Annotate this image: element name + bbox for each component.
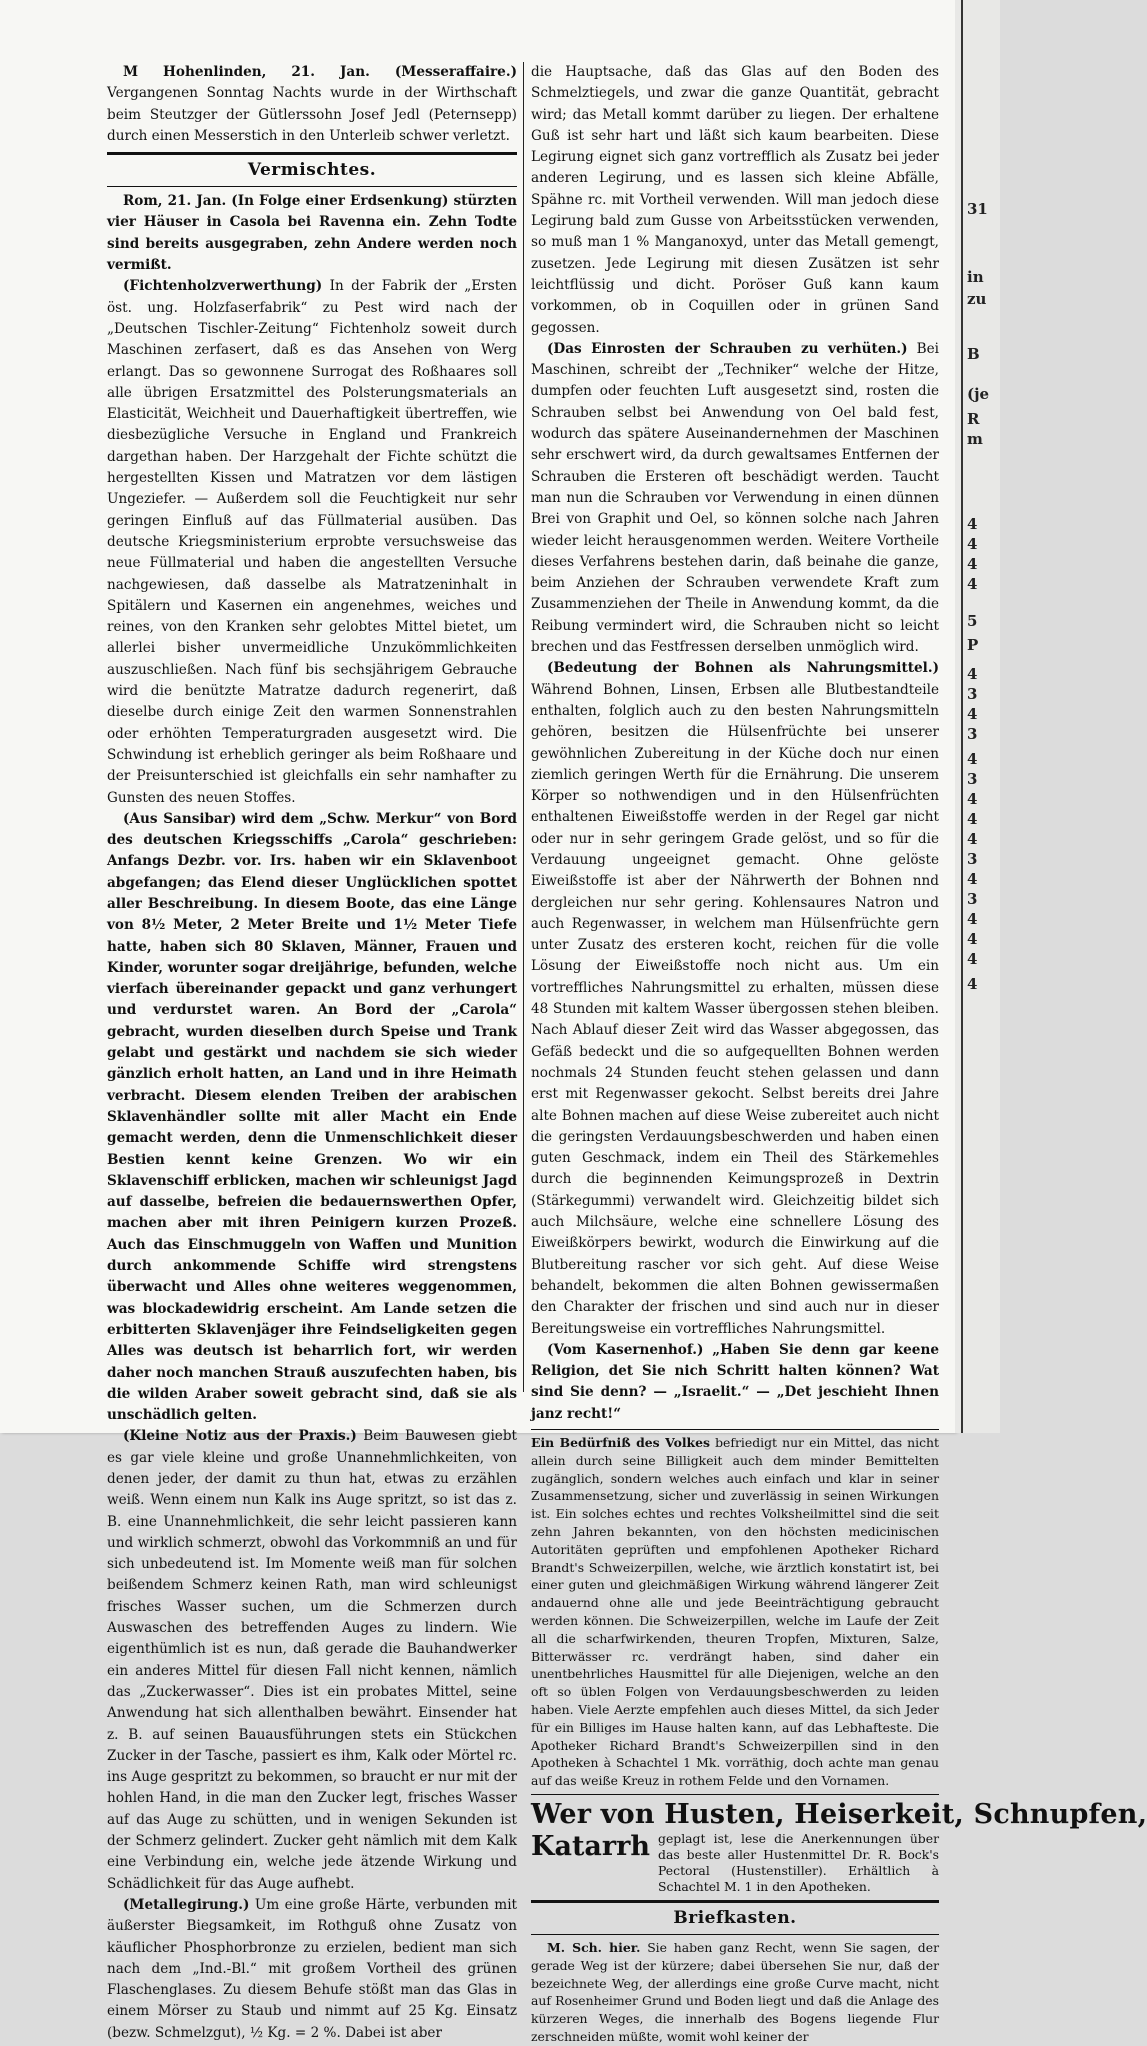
ad-rule bbox=[531, 1429, 939, 1430]
article-bohnen bbox=[531, 658, 939, 1340]
article-lead: (Kleine Notiz aus der Praxis.) bbox=[123, 1428, 357, 1445]
adjacent-page-fragment: 4 bbox=[967, 930, 978, 948]
article-kleine-notiz bbox=[107, 1426, 517, 1895]
section-rule bbox=[531, 1934, 939, 1935]
ad-body bbox=[531, 1831, 939, 1895]
ad-text: geplagt ist, lese die Anerkennungen über das beste aller Hustenmittel Dr. R. Bock's Pectoral (Hustenstiller). Erhältlich à Schachtel M. 1 in den Apotheken. bbox=[658, 1830, 939, 1894]
ad-big-word: Katarrh bbox=[531, 1830, 651, 1862]
adjacent-page-fragment: 4 bbox=[967, 535, 978, 553]
adjacent-page-edge bbox=[955, 0, 1000, 1433]
article-lead: (Aus Sansibar) bbox=[123, 810, 237, 827]
article-text: Um eine große Härte, verbunden mit äußerster Biegsamkeit, im Rothguß ohne Zusatz von käuflicher Phosphorbronze zu erzielen, bedient man sich nach dem „Ind.-Bl.“ mit großem Vortheil des grünen Flaschenglases. Zu diesem Behufe stößt man das Glas in einem Mörser zu Staub und nimmt auf 25 Kg. Einsatz (bezw. Schmelzgut), ½ Kg. = 2 %. Dabei ist aber bbox=[107, 1896, 518, 2041]
adjacent-page-fragment: 31 bbox=[967, 200, 988, 218]
article-text: Während Bohnen, Linsen, Erbsen alle Blutbestandteile enthalten, folglich auch zu den besten Nahrungsmitteln gehören, besitzen die Hülsenfrüchte bei unserer gewöhnlichen Zubereitung in der Küche doch nur einen ziemlich geringen Werth für die Ernährung. Die unserem Körper so nothwendigen und in den Hülsenfrüchten enthaltenen Eiweißstoffe werden in der Regel gar nicht oder nur in sehr geringem Grade gelöst, und so für die Verdauung ungeeignet gemacht. Ohne gelöste Eiweißstoffe ist aber der Nährwerth der Bohnen nnd dergleichen nur sehr gering. Kohlensaures Natron und auch Regenwasser, in welchem man Hülsenfrüchte gern unter Zusatz des ersteren kocht, reichen für die volle Lösung der Eiweißstoffe noch nicht aus. Um ein vortreffliches Nahrungsmittel zu erhalten, müssen diese 48 Stunden mit kaltem Wasser übergossen stehen bleiben. Nach Ablauf dieser Zeit wird das Wasser abgegossen, das Gefäß bedeckt und die so aufgequellten Bohnen werden nochmals 24 Stunden feucht stehen gelassen und dann erst mit Regenwasser gekocht. Selbst bereits drei Jahre alte Bohnen machen auf diese Weise zubereitet auch nicht die geringsten Verdauungsbeschwerden und haben einen guten Geschmack, indem ein Theil des Stärkemehles durch die beginnenden Keimungsprozeß in Dextrin (Stärkegummi) verwandelt wird. Gleichzeitig bildet sich auch Milchsäure, welche eine schnellere Lösung des Eiweißkörpers bewirkt, wodurch die Einwirkung auf die Blutbereitung rascher vor sich geht. Auf diese Weise behandelt, bekommen die alten Bohnen gewissermaßen den Charakter der frischen und sind auch nur in dieser Bereitungsweise ein vortreffliches Nahrungsmittel. bbox=[531, 681, 939, 1337]
adjacent-page-fragment: 4 bbox=[967, 575, 978, 593]
adjacent-page-fragment: 4 bbox=[967, 555, 978, 573]
adjacent-page-fragment: P bbox=[967, 636, 979, 654]
article-schrauben bbox=[531, 339, 939, 658]
article-kasernenhof bbox=[531, 1340, 939, 1425]
article-lead: (Das Einrosten der Schrauben zu verhüten.) bbox=[547, 340, 908, 357]
adjacent-page-fragment: 4 bbox=[967, 750, 978, 768]
section-title-briefkasten: Briefkasten. bbox=[673, 1907, 797, 1928]
adjacent-page-fragment: 4 bbox=[967, 975, 978, 993]
article-fichtenholz bbox=[107, 276, 517, 808]
article-text: wird dem „Schw. Merkur“ von Bord des deutschen Kriegsschiffs „Carola“ geschrieben: Anfangs Dezbr. vor. Irs. haben wir ein Sklavenboot abgefangen; das Elend dieser Unglücklichen spottet aller Beschreibung. In diesem Boote, das eine Länge von 8½ Meter, 2 Meter Breite und 1½ Meter Tiefe hatte, haben sich 80 Sklaven, Männer, Frauen und Kinder, worunter sogar dreijährige, befunden, welche vierfach übereinander gepackt und ganz verhungert und verdurstet waren. An Bord der „Carola“ gebracht, wurden dieselben durch Speise und Trank gelabt und gestärkt und nachdem sie sich wieder gänzlich erholt hatten, an Land und in ihre Heimath verbracht. Diesem elenden Treiben der arabischen Sklavenhändler sollte mit aller Macht ein Ende gemacht werden, denn die Unmenschlichkeit dieser Bestien kennt keine Grenzen. Wo wir ein Sklavenschiff erblicken, machen wir schleunigst Jagd auf dasselbe, befreien die bedauernswerthen Opfer, machen aber mit ihren Peinigern kurzen Prozeß. Auch das Einschmuggeln von Waffen und Munition durch ankommende Schiffe wird strengstens überwacht und Alles ohne weiteres weggenommen, was blockadewidrig erscheint. Am Lande setzen die erbitterten Sklavenjäger ihre Feindseligkeiten gegen Alles was deutsch ist beharrlich fort, wir werden daher noch manchen Strauß auszufechten haben, bis die wilden Araber soweit gebracht sind, daß sie als unschädlich gelten. bbox=[107, 810, 518, 1424]
adjacent-page-fragment: 4 bbox=[967, 665, 978, 683]
section-rule bbox=[531, 1900, 939, 1903]
article-lead: (Bedeutung der Bohnen als Nahrungsmittel.) bbox=[547, 660, 939, 677]
section-rule bbox=[107, 186, 517, 187]
article-text: Bei Maschinen, schreibt der „Techniker“ welche der Hitze, dumpfen oder feuchten Luft ausgesetzt sind, rosten die Schrauben selbst bei Anwendung von Oel bald fest, wodurch das spätere Auseinandernehmen der Maschinen sehr erschwert wird, da durch gewaltsames Entfernen der Schrauben die Ersteren oft beschädigt werden. Taucht man nun die Schrauben vor Verwendung in einen dünnen Brei von Graphit und Oel, so können solche nach Jahren wieder leicht herausgenommen werden. Weitere Vortheile dieses Verfahrens bestehen darin, daß beinahe die ganze, beim Anziehen der Schrauben verwendete Kraft zum Zusammenziehen der Theile in Anwendung kommt, da die Reibung vermindert wird, die Schrauben nicht so leicht brechen und das Festfressen derselben unmöglich wird. bbox=[531, 340, 939, 656]
article-sansibar bbox=[107, 809, 517, 1427]
ad-text: befriedigt nur ein Mittel, das nicht allein durch seine Billigkeit auch dem minder Bemittelten zugänglich, sondern welches auch einfach und klar in seiner Zusammensetzung, sicher und zuverlässig in seinen Wirkungen ist. Ein solches echtes und rechtes Volksheilmittel sind die seit zehn Jahren bekannten, von den höchsten medicinischen Autoritäten geprüften und empfohlenen Apotheker Richard Brandt's Schweizerpillen, welche, wie ärztlich konstatirt ist, bei einer guten und gleichmäßigen Wirkung während längerer Zeit andauernd ohne alle und jede Beeinträchtigung gebraucht werden können. Die Schweizerpillen, welche im Laufe der Zeit all die scharfwirkenden, theuren Tropfen, Mixturen, Salze, Bitterwässer rc. verdrängt haben, sind daher ein unentbehrliches Hausmittel für alle Diejenigen, welche an den oft so üblen Folgen von Verdauungsbeschwerden zu leiden haben. Viele Aerzte empfehlen auch dieses Mittel, da sich Jeder für ein Billiges im Hause halten kann, auf das Lebhafteste. Die Apotheker Richard Brandt's Schweizerpillen sind in den Apotheken à Schachtel 1 Mk. vorräthig, doch achte man genau auf das weiße Kreuz in rothem Felde und den Vornamen. bbox=[531, 1435, 940, 1789]
adjacent-page-fragment: 3 bbox=[967, 685, 978, 703]
article-metallegirung-continued: die Hauptsache, daß das Glas auf den Boden des Schmelztiegels, und zwar die ganze Quantität, gebracht wird; das Metall kommt darüber zu liegen. Der erhaltene Guß ist sehr hart und läßt sich kaum bearbeiten. Diese Legirung eignet sich ganz vortrefflich als Zusatz bei jeder anderen Legirung, und es lassen sich kleine Abfälle, Spähne rc. mit Vortheil verwenden. Will man jedoch diese Legirung bald zum Gusse von Arbeitsstücken verwenden, so muß man 1 % Manganoxyd, unter das Metall gemengt, zusetzen. Jede Legirung mit diesen Zusätzen ist sehr leichtflüssig und dicht. Poröser Guß kann kaum vorkommen, ob in Coquillen oder in grünen Sand gegossen. bbox=[531, 64, 939, 336]
adjacent-page-fragment: (je bbox=[967, 385, 990, 403]
adjacent-page-fragment: 4 bbox=[967, 705, 978, 723]
ad-headline: Wer von Husten, Heiserkeit, Schnupfen, bbox=[531, 1798, 1147, 1830]
letter-text: Sie haben ganz Recht, wenn Sie sagen, der gerade Weg ist der kürzere; dabei übersehen Sie nur, daß der bezeichnete Weg, der allerdings eine große Curve macht, nicht auf Rosenheimer Grund und Boden liegt und daß die Anlage des kürzeren Weges, die innerhalb des Bogens liegende Flur zerschneiden müßte, womit wohl keiner der bbox=[531, 1939, 939, 2044]
advertisement-schweizerpillen bbox=[531, 1434, 939, 1790]
adjacent-page-fragment: zu bbox=[967, 290, 987, 308]
ad-rule bbox=[531, 1794, 939, 1795]
adjacent-page-fragment: 4 bbox=[967, 950, 978, 968]
adjacent-page-fragment: in bbox=[967, 268, 984, 286]
adjacent-page-fragment: 4 bbox=[967, 810, 978, 828]
adjacent-page-fragment: m bbox=[967, 430, 983, 448]
column-rule bbox=[523, 62, 524, 1392]
article-text: Beim Bauwesen giebt es gar viele kleine und große Unannehmlichkeiten, von denen jeder, der damit zu thun hat, etwas zu erzählen weiß. Wenn einem nun Kalk ins Auge spritzt, so ist das z. B. eine Unannehmlichkeit, die sehr leicht passieren kann und wirklich schmerzt, obwohl das Vorkommniß an und für sich unbedeutend ist. Im Momente weiß man für solchen beißendem Schmerz keinen Rath, man wird schleunigst frisches Wasser suchen, um die Schmerzen durch Auswaschen des betreffenden Auges zu lindern. Wie eigenthümlich ist es nun, daß gerade die Bauhandwerker ein anderes Mittel für diesen Fall nicht kennen, nämlich das „Zuckerwasser“. Dies ist ein probates Mittel, seine Anwendung hat sich allenthalben bewährt. Einsender hat z. B. auf seinen Bauausführungen stets ein Stückchen Zucker in der Tasche, passiert es ihm, Kalk oder Mörtel rc. ins Auge gespritzt zu bekommen, so braucht er nur mit der hohlen Hand, in die man den Zucker legt, frisches Wasser auf das Auge zu schütten, und in wenigen Sekunden ist der Schmerz gelindert. Zucker geht nämlich mit dem Kalk eine Verbindung ein, welche jede ätzende Wirkung und Schädlichkeit für das Auge aufhebt. bbox=[107, 1428, 518, 1892]
left-column bbox=[107, 62, 518, 2041]
article-rom: Rom, 21. Jan. (In Folge einer Erdsenkung) stürzten vier Häuser in Casola bei Ravenna ein. Zehn Todte sind bereits ausgegraben, zehn Andere werden noch vermißt. bbox=[107, 193, 517, 274]
adjacent-page-fragment: 4 bbox=[967, 515, 978, 533]
adjacent-page-fragment: 4 bbox=[967, 910, 978, 928]
adjacent-page-fragment: 4 bbox=[967, 830, 978, 848]
adjacent-page-fragment: 5 bbox=[967, 612, 978, 630]
adjacent-page-fragment: 3 bbox=[967, 725, 978, 743]
article-text: In der Fabrik der „Ersten öst. ung. Holzfaserfabrik“ zu Pest wird nach der „Deutschen Tischler-Zeitung“ Fichtenholz soweit durch Maschinen zerfasert, daß es das Ansehen von Werg erlangt. Das so gewonnene Surrogat des Roßhaares soll alle übrigen Ersatzmittel des Polsterungsmaterials an Elasticität, Weichheit und Dauerhaftigkeit übertreffen, wie diesbezügliche Versuche in England und Frankreich dargethan haben. Der Harzgehalt der Fichte schützt die hergestellten Kissen und Matratzen vor dem lästigen Ungeziefer. — Außerdem soll die Feuchtigkeit nur sehr geringen Einfluß auf das Füllmaterial ausüben. Das deutsche Kriegsministerium erprobte versuchsweise das neue Füllmaterial und haben die angestellten Versuche nachgewiesen, daß dasselbe als Matratzeninhalt in Spitälern und Kasernen ein angenehmes, weiches und reines, von den Kranken sehr gelobtes Mittel bietet, um allerlei bisher unvermeidliche Unzukömmlichkeiten auszuschließen. Nach fünf bis sechsjährigem Gebrauche wird die benützte Matratze dadurch regenerirt, daß dieselbe durch einige Zeit den warmen Sonnenstrahlen oder erhöhten Temperaturgraden ausgesetzt wird. Die Schwindung ist erheblich geringer als beim Roßhaare und der Preisunterschied ist gleichfalls ein sehr namhafter zu Gunsten des neuen Stoffes. bbox=[107, 278, 518, 806]
ad-lead: Ein Bedürfniß des Volkes bbox=[531, 1435, 711, 1450]
adjacent-page-fragment: 4 bbox=[967, 870, 978, 888]
article-text: Vergangenen Sonntag Nachts wurde in der Wirthschaft beim Steutzger der Gütlerssohn Josef Jedl (Peternsepp) durch einen Messerstich in den Unterleib schwer verletzt. bbox=[107, 85, 517, 144]
letter-lead: M. Sch. hier. bbox=[547, 1939, 641, 1955]
adjacent-page-fragment: 3 bbox=[967, 770, 978, 788]
adjacent-page-fragment: B bbox=[967, 345, 980, 363]
advertisement-husten bbox=[531, 1798, 1147, 1895]
article-lead: (Vom Kasernenhof.) bbox=[547, 1341, 704, 1358]
letter-reply bbox=[531, 1939, 939, 2046]
page-edge-line bbox=[961, 0, 963, 1433]
adjacent-page-fragment: 4 bbox=[967, 790, 978, 808]
article-metallegirung bbox=[107, 1895, 517, 2044]
article-hohenlinden bbox=[107, 62, 517, 147]
article-lead: (Fichtenholzverwerthung) bbox=[123, 278, 323, 295]
article-text: „Haben Sie denn gar keene Religion, det Sie nich Schritt halten können? Wat sind Sie denn? — „Israelit.“ — „Det jeschieht Ihnen janz recht!“ bbox=[531, 1341, 939, 1422]
adjacent-page-fragment: R bbox=[967, 410, 980, 428]
adjacent-page-fragment: 3 bbox=[967, 890, 978, 908]
adjacent-page-fragment: 3 bbox=[967, 850, 978, 868]
section-rule bbox=[107, 152, 517, 155]
article-lead: M Hohenlinden, 21. Jan. (Messeraffaire.) bbox=[123, 64, 517, 80]
article-lead: (Metallegirung.) bbox=[123, 1896, 250, 1913]
section-title-vermischtes: Vermischtes. bbox=[247, 160, 377, 181]
